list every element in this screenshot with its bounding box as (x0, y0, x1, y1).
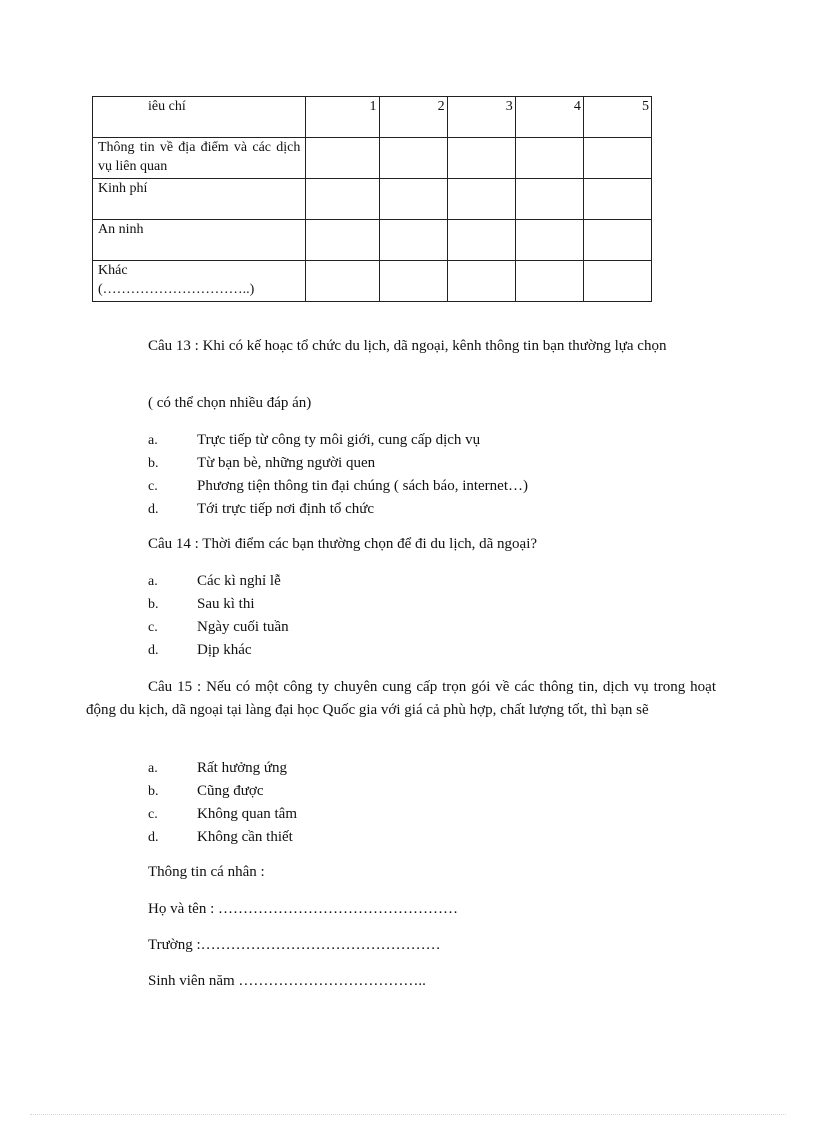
row-label-security: An ninh (93, 220, 306, 261)
table-row (93, 179, 652, 220)
option-item[interactable]: a. Trực tiếp từ công ty môi giới, cung cấp dịch vụ (148, 432, 481, 448)
score-cell[interactable] (447, 220, 515, 261)
score-cell[interactable] (583, 138, 651, 179)
score-header-1: 1 (306, 97, 379, 138)
question-15-options (148, 757, 297, 849)
score-cell[interactable] (515, 220, 583, 261)
score-header-3: 3 (447, 97, 515, 138)
score-cell[interactable] (583, 220, 651, 261)
question-15 (86, 676, 716, 722)
table-header-row (93, 97, 652, 138)
score-cell[interactable] (379, 220, 447, 261)
question-13-note: ( có thể chọn nhiều đáp án) (148, 395, 312, 411)
question-14-options (148, 570, 289, 662)
score-header-5: 5 (583, 97, 651, 138)
score-cell[interactable] (447, 138, 515, 179)
name-field[interactable]: Họ và tên : ………………………………………… (148, 901, 458, 917)
question-13 (86, 335, 716, 358)
row-label-other-title: Khác (98, 263, 128, 278)
option-item[interactable]: b. Sau kì thi (148, 596, 255, 612)
option-item[interactable]: c. Phương tiện thông tin đại chúng ( sách báo, internet…) (148, 478, 528, 494)
score-cell[interactable] (306, 179, 379, 220)
question-13-options (148, 429, 528, 521)
score-header-2: 2 (379, 97, 447, 138)
option-item[interactable]: d. Dịp khác (148, 642, 252, 658)
table-row (93, 138, 652, 179)
score-cell[interactable] (447, 261, 515, 302)
score-cell[interactable] (447, 179, 515, 220)
row-label-cost: Kinh phí (93, 179, 306, 220)
row-label-location-info: Thông tin về địa điểm và các dịch vụ liên quan (93, 138, 306, 179)
option-item[interactable]: a. Các kì nghỉ lễ (148, 573, 281, 589)
row-label-other-blank: (…………………………..) (98, 282, 255, 297)
option-item[interactable]: b. Từ bạn bè, những người quen (148, 455, 376, 471)
question-14-text: Câu 14 : Thời điểm các bạn thường chọn để đi du lịch, dã ngoại? (148, 536, 538, 552)
table-row (93, 220, 652, 261)
table-row (93, 261, 652, 302)
school-field[interactable]: Trường :………………………………………… (148, 937, 441, 953)
option-item[interactable]: d. Không cần thiết (148, 829, 293, 845)
criterion-header: iêu chí (93, 97, 306, 138)
option-item[interactable]: a. Rất hưởng ứng (148, 760, 288, 776)
option-item[interactable]: b. Cũng được (148, 783, 264, 799)
score-cell[interactable] (583, 179, 651, 220)
score-header-4: 4 (515, 97, 583, 138)
score-cell[interactable] (583, 261, 651, 302)
score-cell[interactable] (306, 261, 379, 302)
option-item[interactable]: c. Ngày cuối tuần (148, 619, 289, 635)
question-15-text: Câu 15 : Nếu có một công ty chuyên cung cấp trọn gói về các thông tin, dịch vụ trong hoạt động du kịch, dã ngoại tại làng đại học Quốc gia với giá cả phù hợp, chất lượng tốt, thì bạn sẽ (86, 679, 716, 718)
page-bottom-border (30, 1114, 786, 1115)
criteria-table (92, 96, 652, 302)
question-13-text: Câu 13 : Khi có kế hoạc tổ chức du lịch, dã ngoại, kênh thông tin bạn thường lựa chọn (148, 338, 667, 354)
score-cell[interactable] (515, 138, 583, 179)
study-year-field[interactable]: Sinh viên năm ……………………………….. (148, 973, 426, 989)
score-cell[interactable] (515, 261, 583, 302)
score-cell[interactable] (306, 138, 379, 179)
option-item[interactable]: c. Không quan tâm (148, 806, 297, 822)
score-cell[interactable] (306, 220, 379, 261)
personal-info-title: Thông tin cá nhân : (148, 864, 265, 880)
score-cell[interactable] (515, 179, 583, 220)
score-cell[interactable] (379, 138, 447, 179)
option-item[interactable]: d. Tới trực tiếp nơi định tổ chức (148, 501, 375, 517)
score-cell[interactable] (379, 179, 447, 220)
row-label-other (93, 261, 306, 302)
score-cell[interactable] (379, 261, 447, 302)
